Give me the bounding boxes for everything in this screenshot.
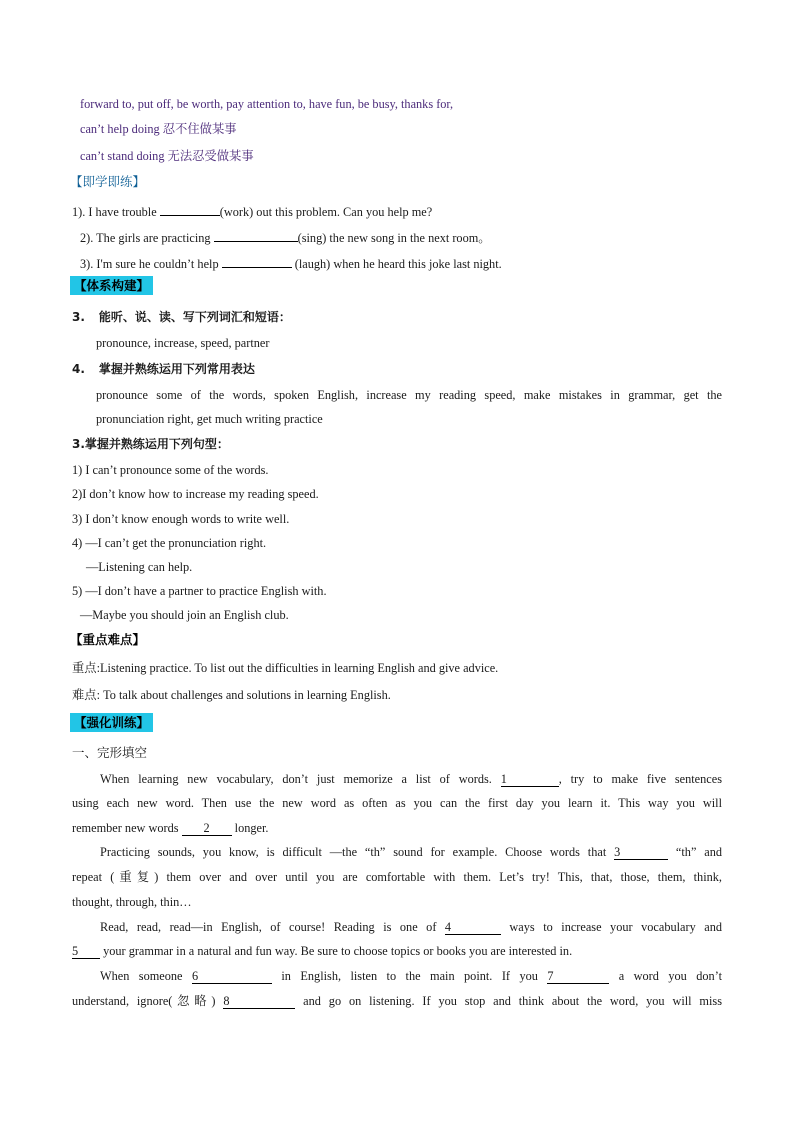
q3-hint: (laugh) when he heard this joke last night. <box>291 257 502 271</box>
cloze-p1-line2: using each new word. Then use the new word as often as you can the first day you learn it. This way you will <box>72 796 722 810</box>
key-difficulty: 难点: To talk about challenges and solutions in learning English. <box>72 688 391 702</box>
sentence-4b: —Listening can help. <box>86 560 193 574</box>
p1-text-b: , try to make five sentences <box>558 772 722 786</box>
q1-blank[interactable] <box>160 201 220 216</box>
p2-text-b: “th” and <box>668 845 723 859</box>
sentences-title: 3.掌握并熟练运用下列句型： <box>72 437 229 451</box>
p3-text-b: ways to increase your vocabulary and <box>500 920 722 934</box>
cloze-p4-line1 <box>100 968 722 984</box>
training-heading: 【强化训练】 <box>70 713 153 732</box>
cloze-p3-line2 <box>72 943 572 959</box>
p2-text-a: Practicing sounds, you know, is difficult —the “th” sound for example. Choose words that <box>100 845 615 859</box>
blank-3[interactable]: 3 <box>614 845 668 860</box>
q1-hint: (work) out this problem. Can you help me? <box>219 205 433 219</box>
sentence-3: 3) I don’t know enough words to write well. <box>72 512 290 526</box>
practice-q1 <box>72 201 432 220</box>
system-heading: 【体系构建】 <box>70 276 153 295</box>
phrase-list-line: forward to, put off, be worth, pay attention to, have fun, be busy, thanks for, <box>80 97 454 111</box>
p4-text-c: a word you don’t <box>609 969 722 983</box>
blank-7[interactable]: 7 <box>547 969 609 984</box>
phrase-stand-doing: can’t stand doing 无法忍受做某事 <box>80 149 254 163</box>
p4-text-d: understand, ignore(忽略) <box>72 994 224 1008</box>
key-heading: 【重点难点】 <box>70 632 146 647</box>
item3-title <box>72 309 291 325</box>
q2-hint: (sing) the new song in the next room。 <box>297 231 491 245</box>
item4-title <box>72 361 255 377</box>
cloze-p2-line1 <box>100 844 722 860</box>
blank-4[interactable]: 4 <box>445 920 501 935</box>
item4-body-line2: pronunciation right, get much writing practice <box>96 412 323 426</box>
blank-8[interactable]: 8 <box>223 994 295 1009</box>
sentence-5b: —Maybe you should join an English club. <box>80 608 289 622</box>
p4-text-b: in English, listen to the main point. If you <box>271 969 548 983</box>
sentence-5a: 5) —I don’t have a partner to practice English with. <box>72 584 327 598</box>
practice-q3 <box>80 253 502 272</box>
cloze-p4-line2 <box>72 993 722 1009</box>
item3-title-text: 能听、说、读、写下列词汇和短语： <box>98 310 291 324</box>
practice-heading: 【即学即练】 <box>70 174 146 189</box>
blank-6[interactable]: 6 <box>192 969 272 984</box>
practice-q2 <box>80 227 491 246</box>
item3-number: 3. <box>72 310 85 324</box>
item3-body: pronounce, increase, speed, partner <box>96 336 270 350</box>
sentence-4a: 4) —I can’t get the pronunciation right. <box>72 536 267 550</box>
blank-2[interactable]: 2 <box>182 821 232 836</box>
sentence-1: 1) I can’t pronounce some of the words. <box>72 463 269 477</box>
cloze-section-title: 一、完形填空 <box>72 745 148 760</box>
cloze-p2-line3: thought, through, thin… <box>72 895 192 909</box>
q3-blank[interactable] <box>222 253 292 268</box>
p3-text-c: your grammar in a natural and fun way. Be sure to choose topics or books you are interested in. <box>100 944 573 958</box>
q2-blank[interactable] <box>214 227 298 242</box>
item4-body-line1: pronounce some of the words, spoken English, increase my reading speed, make mistakes in grammar, get the <box>96 388 722 402</box>
blank-5[interactable]: 5 <box>72 944 100 959</box>
p4-text-a: When someone <box>100 969 192 983</box>
key-focus: 重点:Listening practice. To list out the difficulties in learning English and give advice. <box>72 661 499 675</box>
cloze-p1-line3 <box>72 820 269 836</box>
phrase-help-doing: can’t help doing 忍不住做某事 <box>80 122 237 136</box>
q2-text: 2). The girls are practicing <box>80 231 214 245</box>
item4-number: 4. <box>72 362 85 376</box>
blank-1[interactable]: 1 <box>501 772 559 787</box>
p1-text-d: longer. <box>231 821 269 835</box>
cloze-p3-line1 <box>100 919 722 935</box>
sentence-2: 2)I don’t know how to increase my reading speed. <box>72 487 319 501</box>
p4-text-e: and go on listening. If you stop and think about the word, you will miss <box>295 994 722 1008</box>
p1-text-c: remember new words <box>72 821 182 835</box>
q1-text: 1). I have trouble <box>72 205 160 219</box>
q3-text: 3). I'm sure he couldn’t help <box>80 257 222 271</box>
cloze-p2-line2: repeat (重复) them over and over until you are comfortable with them. Let’s try! This, that, those, them, think, <box>72 870 722 884</box>
cloze-p1-line1 <box>100 771 722 787</box>
p3-text-a: Read, read, read—in English, of course! Reading is one of <box>100 920 445 934</box>
p1-text-a: When learning new vocabulary, don’t just memorize a list of words. <box>100 772 501 786</box>
item4-title-text: 掌握并熟练运用下列常用表达 <box>98 362 255 376</box>
